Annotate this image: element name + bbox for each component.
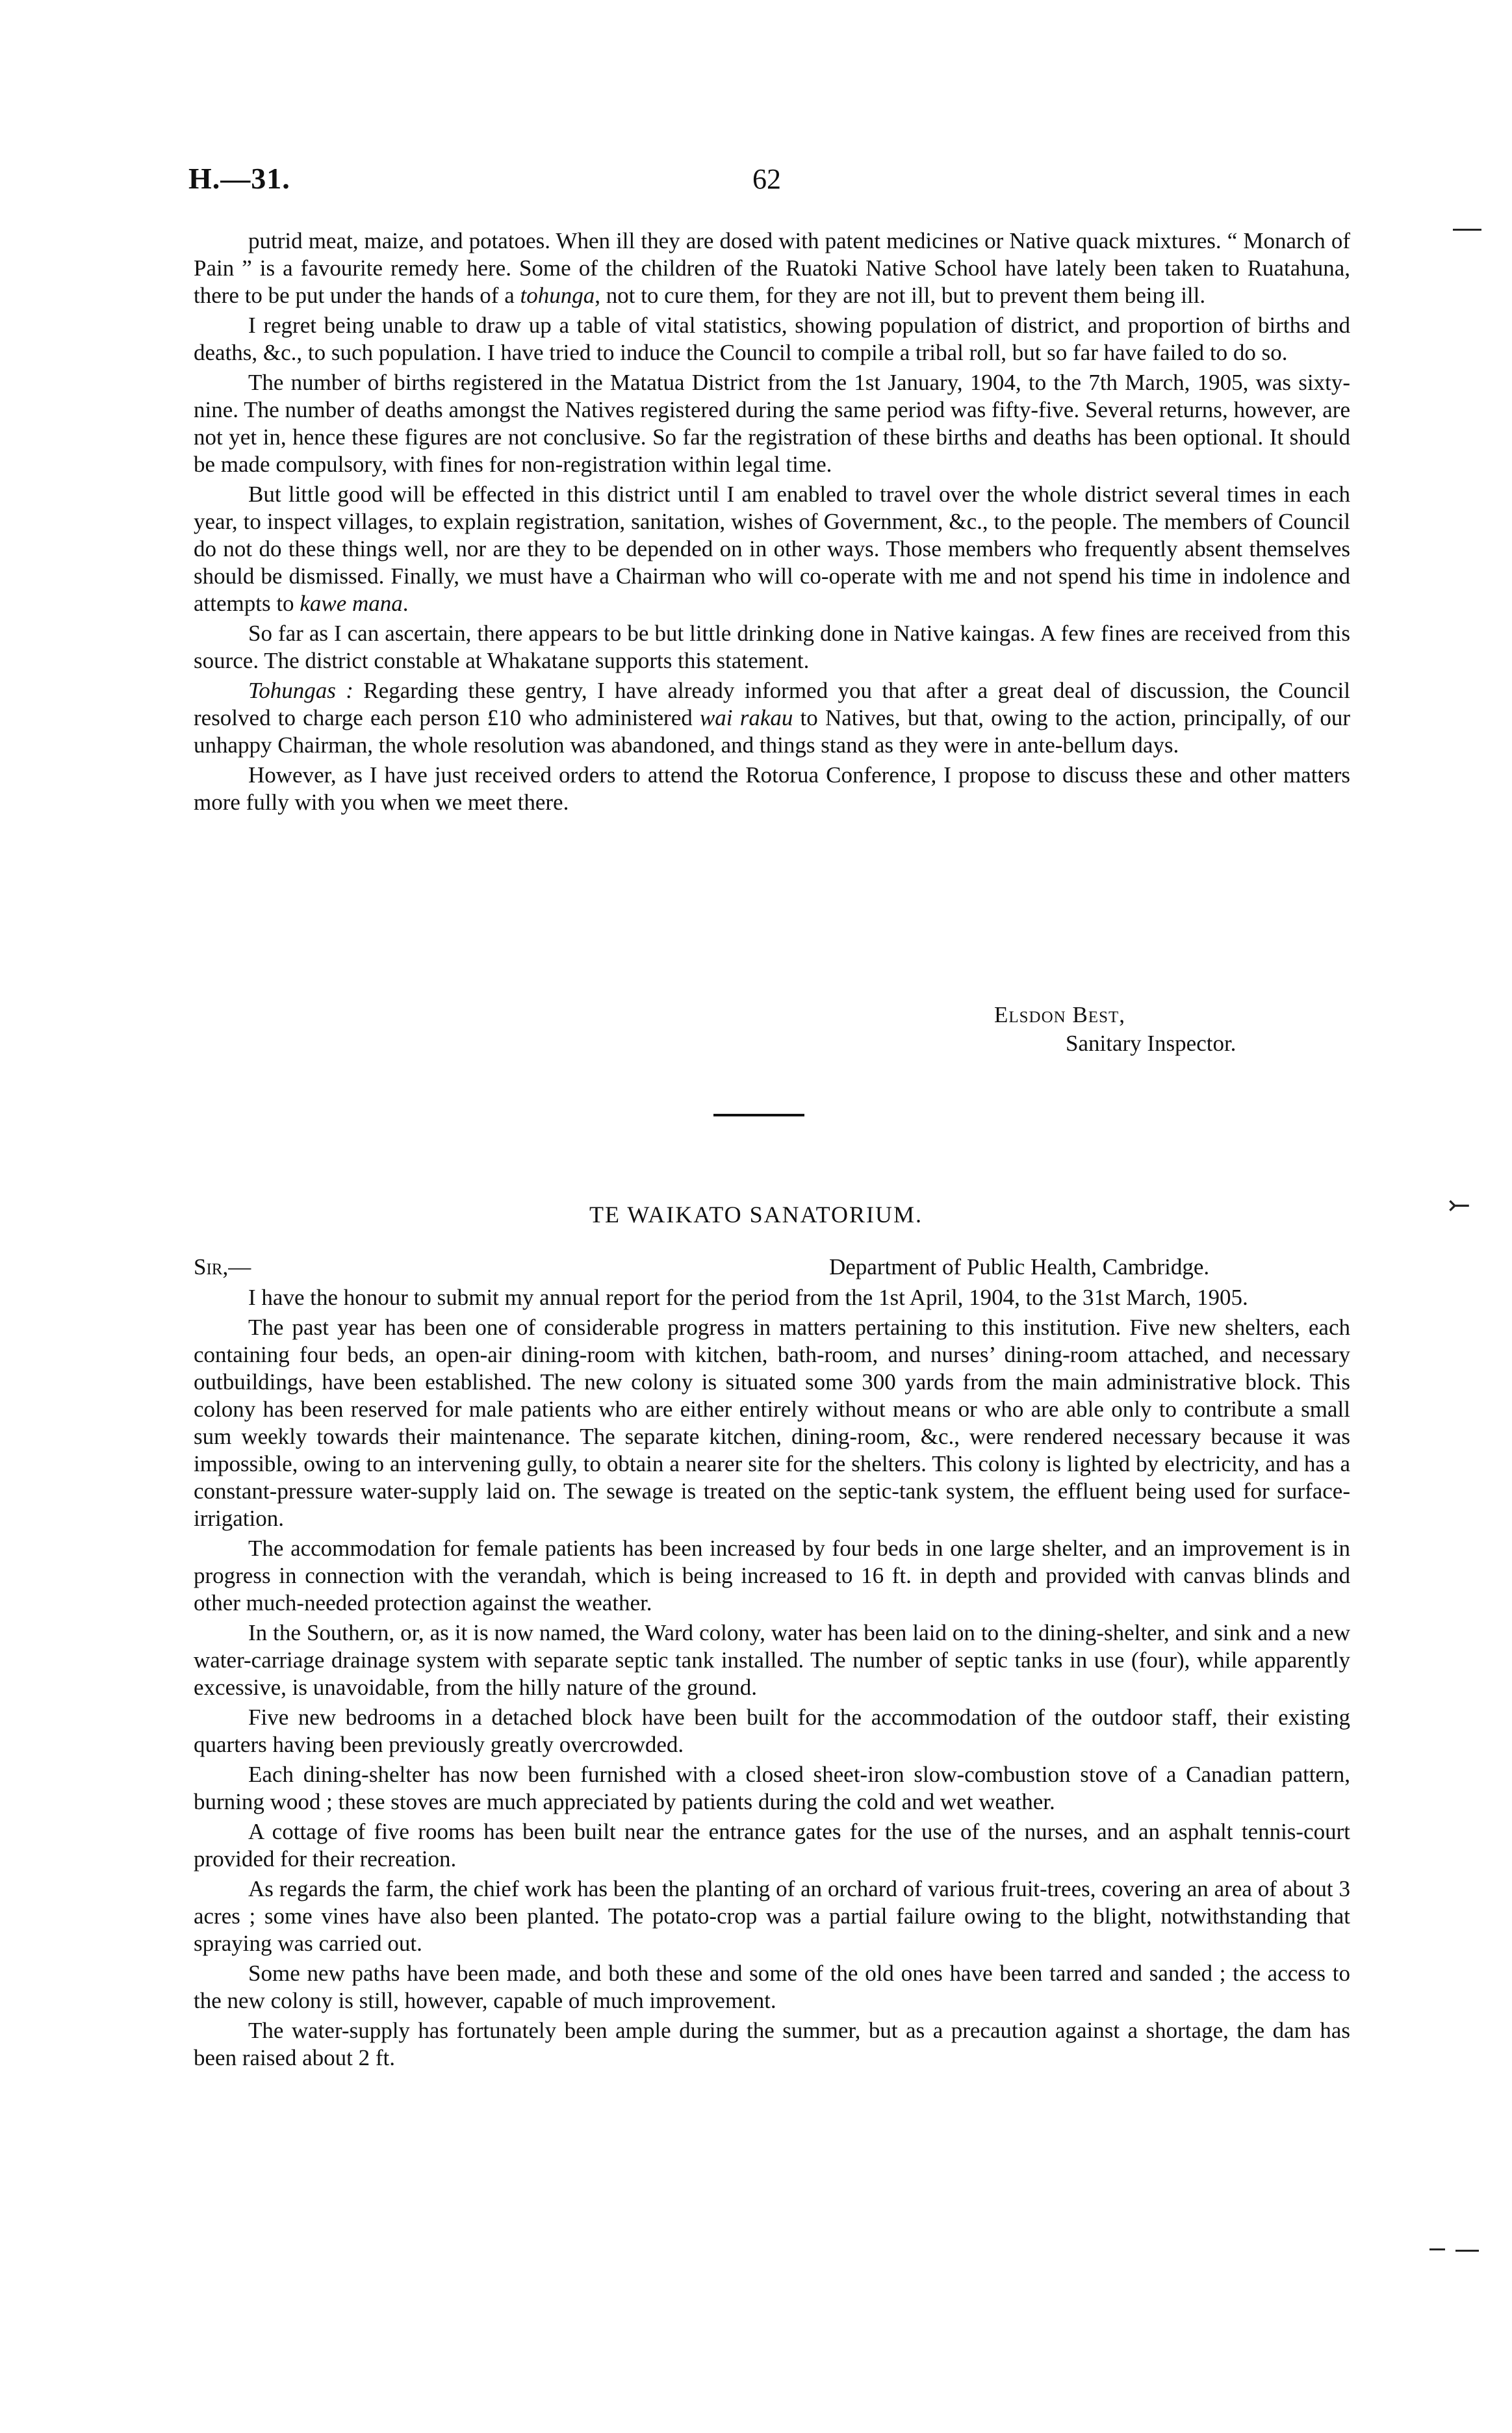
paragraph (194, 1284, 1350, 1311)
text-run: putrid meat, maize, and potatoes. When ill they are dosed with patent medicines or Native quack mixtures. “ Monarch of Pain ” is a favourite remedy here. Some of the children of the Ruatoki Native School have lately been taken to Ruatahuna, there to be put under the hands of a (194, 228, 1350, 308)
text-run: to Natives, but that, owing to the action, principally, of our unhappy Chairman, the whole resolution was abandoned, and things stand as they were in ante-bellum days. (194, 705, 1350, 758)
paragraph (194, 1960, 1350, 2015)
paragraph (194, 1314, 1350, 1532)
text-run: The number of births registered in the Matatua District from the 1st January, 1904, to the 7th March, 1905, was sixty-nine. The number of deaths amongst the Natives registered during the same period was fifty-five. Several returns, however, are not yet in, hence these figures are not conclusive. So far the registration of these births and deaths has been optional. It should be made compulsory, with fines for non-registration within legal time. (194, 370, 1350, 477)
text-run: As regards the farm, the chief work has been the planting of an orchard of various fruit-trees, covering an area of about 3 acres ; some vines have also been planted. The potato-crop was a partial failure owing to the blight, notwithstanding that spraying was carried out. (194, 1876, 1350, 1956)
text-run: The water-supply has fortunately been ample during the summer, but as a precaution against a shortage, the dam has been raised about 2 ft. (194, 2018, 1350, 2070)
text-run: . (402, 591, 409, 616)
salutation: Sir,— (194, 1254, 251, 1280)
paragraph (194, 481, 1350, 617)
section-divider (713, 1114, 804, 1116)
text-run: In the Southern, or, as it is now named, the Ward colony, water has been laid on to the dining-shelter, and sink and a new water-carriage drainage system with separate septic tank installed. The number of septic tanks in use (four), while apparently excessive, is unavoidable, from the hilly nature of the ground. (194, 1620, 1350, 1700)
signature-block (994, 1001, 1236, 1058)
signatory-title: Sanitary Inspector. (1066, 1031, 1237, 1056)
text-run: The accommodation for female patients has been increased by four beds in one large shelter, and an improvement is in progress in connection with the verandah, which is being increased to 16 ft. in depth and provided with canvas blinds and other much-needed protection against the weather. (194, 1536, 1350, 1616)
text-run: A cottage of five rooms has been built near the entrance gates for the use of the nurses, and an asphalt tennis-court provided for their recreation. (194, 1819, 1350, 1872)
page-number: 62 (752, 163, 781, 195)
paragraph (194, 2017, 1350, 2072)
margin-mark (1455, 2250, 1479, 2252)
report-body-maori-district (194, 227, 1350, 819)
text-run: However, as I have just received orders to attend the Rotorua Conference, I propose to discuss these and other matters more fully with you when we meet there. (194, 762, 1350, 815)
paragraph (194, 620, 1350, 675)
signatory-name: Elsdon Best, (994, 1002, 1126, 1027)
margin-mark (1429, 2248, 1445, 2250)
paragraph (194, 1818, 1350, 1873)
margin-mark (1453, 229, 1481, 231)
italic-text: kawe mana (300, 591, 403, 616)
text-run: I have the honour to submit my annual report for the period from the 1st April, 1904, to the 31st March, 1905. (248, 1285, 1248, 1310)
paragraph (194, 227, 1350, 309)
paragraph (194, 1535, 1350, 1617)
paragraph (194, 762, 1350, 816)
paragraph (194, 312, 1350, 367)
text-run: The past year has been one of considerable progress in matters pertaining to this institution. Five new shelters, each containing four beds, an open-air dining-room with kitchen, bath-room, and nurses’ dining-room attached, and necessary outbuildings, have been established. The new colony is situated some 300 yards from the main administrative block. This colony has been reserved for male patients who are either entirely without means or who are able only to contribute a small sum weekly towards their maintenance. The separate kitchen, dining-room, &c., were rendered necessary because it was impossible, owing to an intervening gully, to obtain a nearer site for the shelters. This colony is lighted by electricity, and has a constant-pressure water-supply laid on. The sewage is treated on the septic-tank system, the effluent being used for surface-irrigation. (194, 1315, 1350, 1531)
text-run: Some new paths have been made, and both these and some of the old ones have been tarred and sanded ; the access to the new colony is still, however, capable of much improvement. (194, 1961, 1350, 2013)
italic-text: Tohungas : (248, 678, 353, 703)
department-address: Department of Public Health, Cambridge. (829, 1254, 1210, 1280)
paragraph (194, 369, 1350, 478)
text-run: So far as I can ascertain, there appears to be but little drinking done in Native kaingas. A few fines are received from this source. The district constable at Whakatane supports this statement. (194, 621, 1350, 673)
paragraph (194, 1875, 1350, 1957)
text-run: Five new bedrooms in a detached block have been built for the accommodation of the outdoor staff, their existing quarters having been previously greatly overcrowded. (194, 1705, 1350, 1757)
section-heading: TE WAIKATO SANATORIUM. (589, 1202, 923, 1228)
italic-text: tohunga (520, 283, 595, 308)
paragraph (194, 1704, 1350, 1758)
text-run: , not to cure them, for they are not ill, but to prevent them being ill. (595, 283, 1206, 308)
paragraph (194, 677, 1350, 759)
text-run: But little good will be effected in this district until I am enabled to travel over the whole district several times in each year, to inspect villages, to explain registration, sanitation, wishes of Government, &c., to the people. The members of Council do not do these things well, nor are they to be depended on in other ways. Those members who frequently absent themselves should be dismissed. Finally, we must have a Chairman who will co-operate with me and not spend his time in indolence and attempts to (194, 482, 1350, 616)
text-run: Each dining-shelter has now been furnished with a closed sheet-iron slow-combustion stove of a Canadian pattern, burning wood ; these stoves are much appreciated by patients during the cold and wet weather. (194, 1762, 1350, 1814)
document-reference: H.—31. (188, 162, 290, 195)
text-run: Regarding these gentry, I have already informed you that after a great deal of discussion, the Council resolved to charge each person £10 who administered (194, 678, 1350, 730)
paragraph (194, 1619, 1350, 1701)
margin-arrow-mark: ⤚ (1448, 1191, 1471, 1221)
italic-text: wai rakau (699, 705, 793, 730)
paragraph (194, 1761, 1350, 1816)
report-body-sanatorium (194, 1284, 1350, 2074)
text-run: I regret being unable to draw up a table of vital statistics, showing population of district, and proportion of births and deaths, &c., to such population. I have tried to induce the Council to compile a tribal roll, but so far have failed to do so. (194, 313, 1350, 365)
